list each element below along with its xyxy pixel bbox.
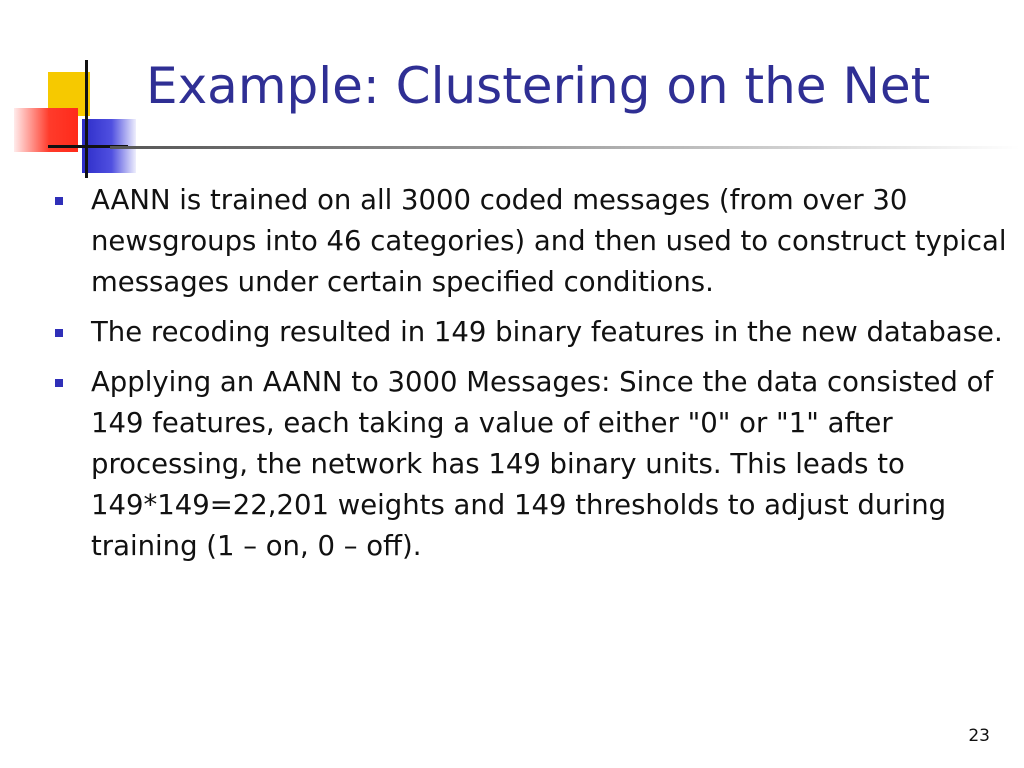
square-bullet-icon — [55, 379, 63, 387]
bullet-item — [50, 312, 1010, 353]
bullet-item — [50, 180, 1010, 303]
title-underline — [110, 146, 1020, 149]
slide-logo — [0, 0, 150, 180]
bullet-list — [50, 180, 1010, 576]
square-bullet-icon — [55, 329, 63, 337]
slide-title: Example: Clustering on the Net — [146, 57, 931, 115]
page-number: 23 — [968, 726, 990, 746]
bullet-text: Applying an AANN to 3000 Messages: Since the data consisted of 149 features, each taking a value of either "0" or "1" after processing, the network has 149 binary units. This leads to 149*149=22,201 weights and 149 thresholds to adjust during training (1 – on, 0 – off). — [91, 366, 994, 562]
bullet-text: The recoding resulted in 149 binary features in the new database. — [91, 316, 1003, 348]
bullet-text: AANN is trained on all 3000 coded messages (from over 30 newsgroups into 46 categories) and then used to construct typical messages under certain specified conditions. — [91, 184, 1007, 298]
square-bullet-icon — [55, 197, 63, 205]
logo-vertical-line — [85, 60, 88, 178]
bullet-item — [50, 362, 1010, 567]
